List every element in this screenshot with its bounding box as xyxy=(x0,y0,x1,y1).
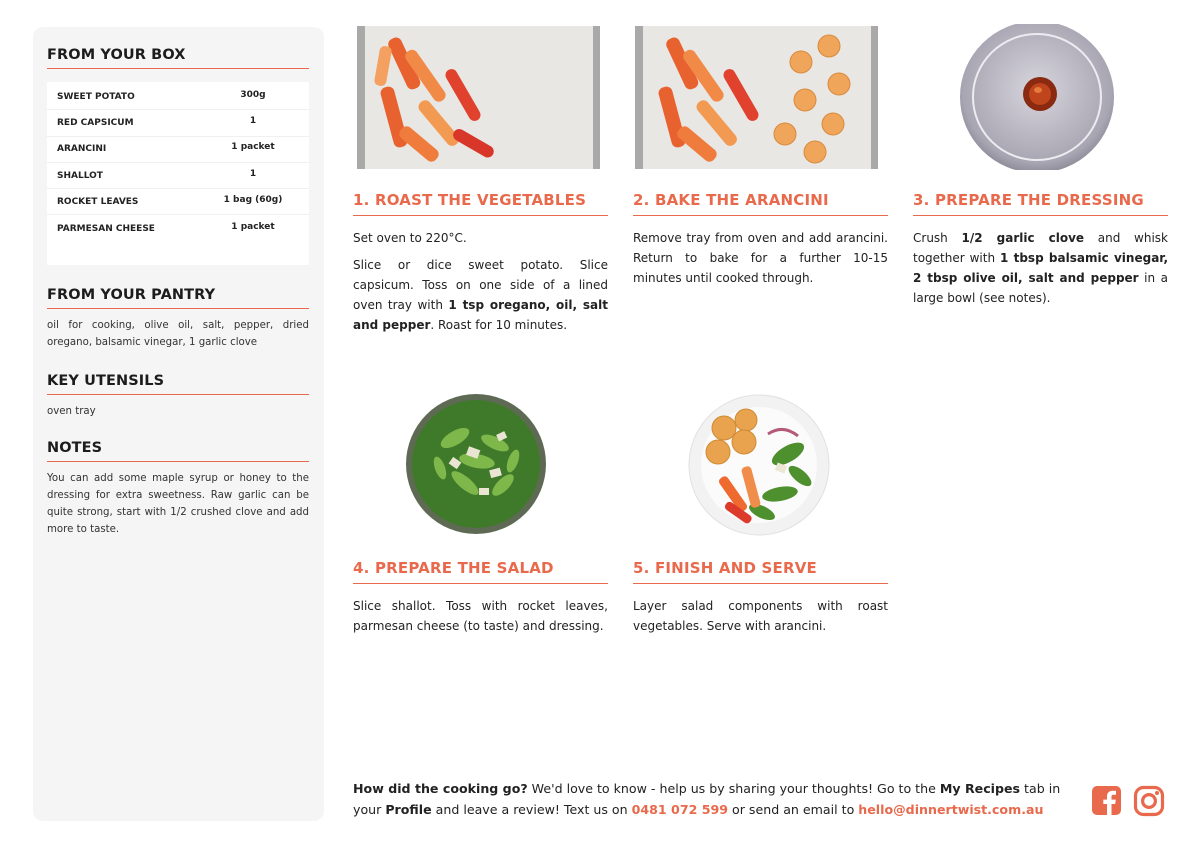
step-1-text-2a: Slice or dice sweet potato. Slice capsicum. Toss on one side of a lined oven tray with xyxy=(353,258,608,312)
step-2-title: 2. BAKE THE ARANCINI xyxy=(633,191,888,216)
ingredient-name: SWEET POTATO xyxy=(57,91,135,102)
ingredient-qty: 1 bag (60g) xyxy=(223,194,283,205)
my-recipes-link[interactable]: My Recipes xyxy=(939,781,1021,796)
table-row xyxy=(47,110,309,136)
footer-text-4: or send an email to xyxy=(728,802,859,817)
ingredient-qty: 1 packet xyxy=(231,142,275,153)
notes-title: NOTES xyxy=(47,440,309,462)
bake-arancini-photo xyxy=(635,26,878,169)
footer-text-2: tab in your xyxy=(353,781,1061,817)
plated-dish-photo xyxy=(688,394,830,536)
pantry-title: FROM YOUR PANTRY xyxy=(47,287,309,309)
step-3-body xyxy=(913,228,1168,315)
ingredients-table xyxy=(47,82,309,265)
phone-link[interactable]: 0481 072 599 xyxy=(631,802,729,817)
step-3-text xyxy=(913,228,1168,308)
step-4-body xyxy=(353,596,608,643)
ingredient-name: ROCKET LEAVES xyxy=(57,196,139,207)
email-link[interactable]: hello@dinnertwist.com.au xyxy=(858,802,1044,817)
instagram-icon[interactable] xyxy=(1133,785,1165,817)
step-3-text-d: 1 tbsp balsamic vinegar, 2 tbsp olive oil, salt and pepper xyxy=(913,251,1168,285)
notes-text: You can add some maple syrup or honey to the dressing for extra sweetness. Raw garlic can be quite strong, start with 1/2 crushed clove and add more to taste. xyxy=(47,473,309,535)
table-row xyxy=(47,189,309,215)
step-2-body xyxy=(633,228,888,295)
step-3-text-c: and whisk together with xyxy=(913,231,1168,265)
utensils-title: KEY UTENSILS xyxy=(47,373,309,395)
table-row xyxy=(47,163,309,189)
step-3-text-e: in a large bowl (see notes). xyxy=(913,271,1168,305)
step-3-text-b: 1/2 garlic clove xyxy=(961,231,1085,245)
footer-text-1: We'd love to know - help us by sharing your thoughts! Go to the xyxy=(527,781,940,796)
ingredient-name: PARMESAN CHEESE xyxy=(57,223,155,234)
ingredient-qty: 1 xyxy=(249,115,257,126)
ingredient-qty: 300g xyxy=(240,89,266,100)
step-3-text-a: Crush xyxy=(913,231,962,245)
step-1-text-2b: 1 tsp oregano, oil, salt and pepper xyxy=(353,298,608,332)
notes-section xyxy=(47,440,309,538)
step-1-text-2 xyxy=(353,255,608,335)
sidebar xyxy=(33,27,324,821)
footer-text-3: and leave a review! Text us on xyxy=(431,802,632,817)
step-4-text: Slice shallot. Toss with rocket leaves, parmesan cheese (to taste) and dressing. xyxy=(353,599,608,633)
box-title: FROM YOUR BOX xyxy=(47,47,309,69)
step-1-title: 1. ROAST THE VEGETABLES xyxy=(353,191,608,216)
step-1-text-2c: . Roast for 10 minutes. xyxy=(430,318,568,332)
table-row xyxy=(47,84,309,110)
profile-link[interactable]: Profile xyxy=(385,802,432,817)
step-3-title: 3. PREPARE THE DRESSING xyxy=(913,191,1168,216)
ingredient-name: SHALLOT xyxy=(57,170,103,181)
ingredient-qty: 1 xyxy=(249,168,257,179)
step-2-text: Remove tray from oven and add arancini. Return to bake for a further 10-15 minutes until cooked through. xyxy=(633,231,888,285)
salad-bowl-photo xyxy=(405,393,547,535)
dressing-bowl-photo xyxy=(959,24,1115,170)
table-row xyxy=(47,215,309,241)
step-1-body xyxy=(353,228,608,342)
ingredient-name: RED CAPSICUM xyxy=(57,117,134,128)
step-5-text: Layer salad components with roast vegetables. Serve with arancini. xyxy=(633,599,888,633)
roast-vegetables-photo xyxy=(357,26,600,169)
ingredient-name: ARANCINI xyxy=(57,144,107,155)
footer-question: How did the cooking go? xyxy=(353,781,528,796)
step-5-body xyxy=(633,596,888,643)
pantry-section xyxy=(47,287,309,351)
utensils-section xyxy=(47,373,309,420)
table-row xyxy=(47,137,309,163)
ingredient-qty: 1 packet xyxy=(231,221,275,232)
pantry-text: oil for cooking, olive oil, salt, pepper, dried oregano, balsamic vinegar, 1 garlic clove xyxy=(47,320,309,348)
facebook-icon[interactable] xyxy=(1091,785,1122,816)
utensils-text: oven tray xyxy=(47,406,96,417)
step-1-text-1: Set oven to 220°C. xyxy=(353,231,467,245)
step-5-title: 5. FINISH AND SERVE xyxy=(633,559,888,584)
step-4-title: 4. PREPARE THE SALAD xyxy=(353,559,608,584)
footer-message xyxy=(353,778,1083,820)
